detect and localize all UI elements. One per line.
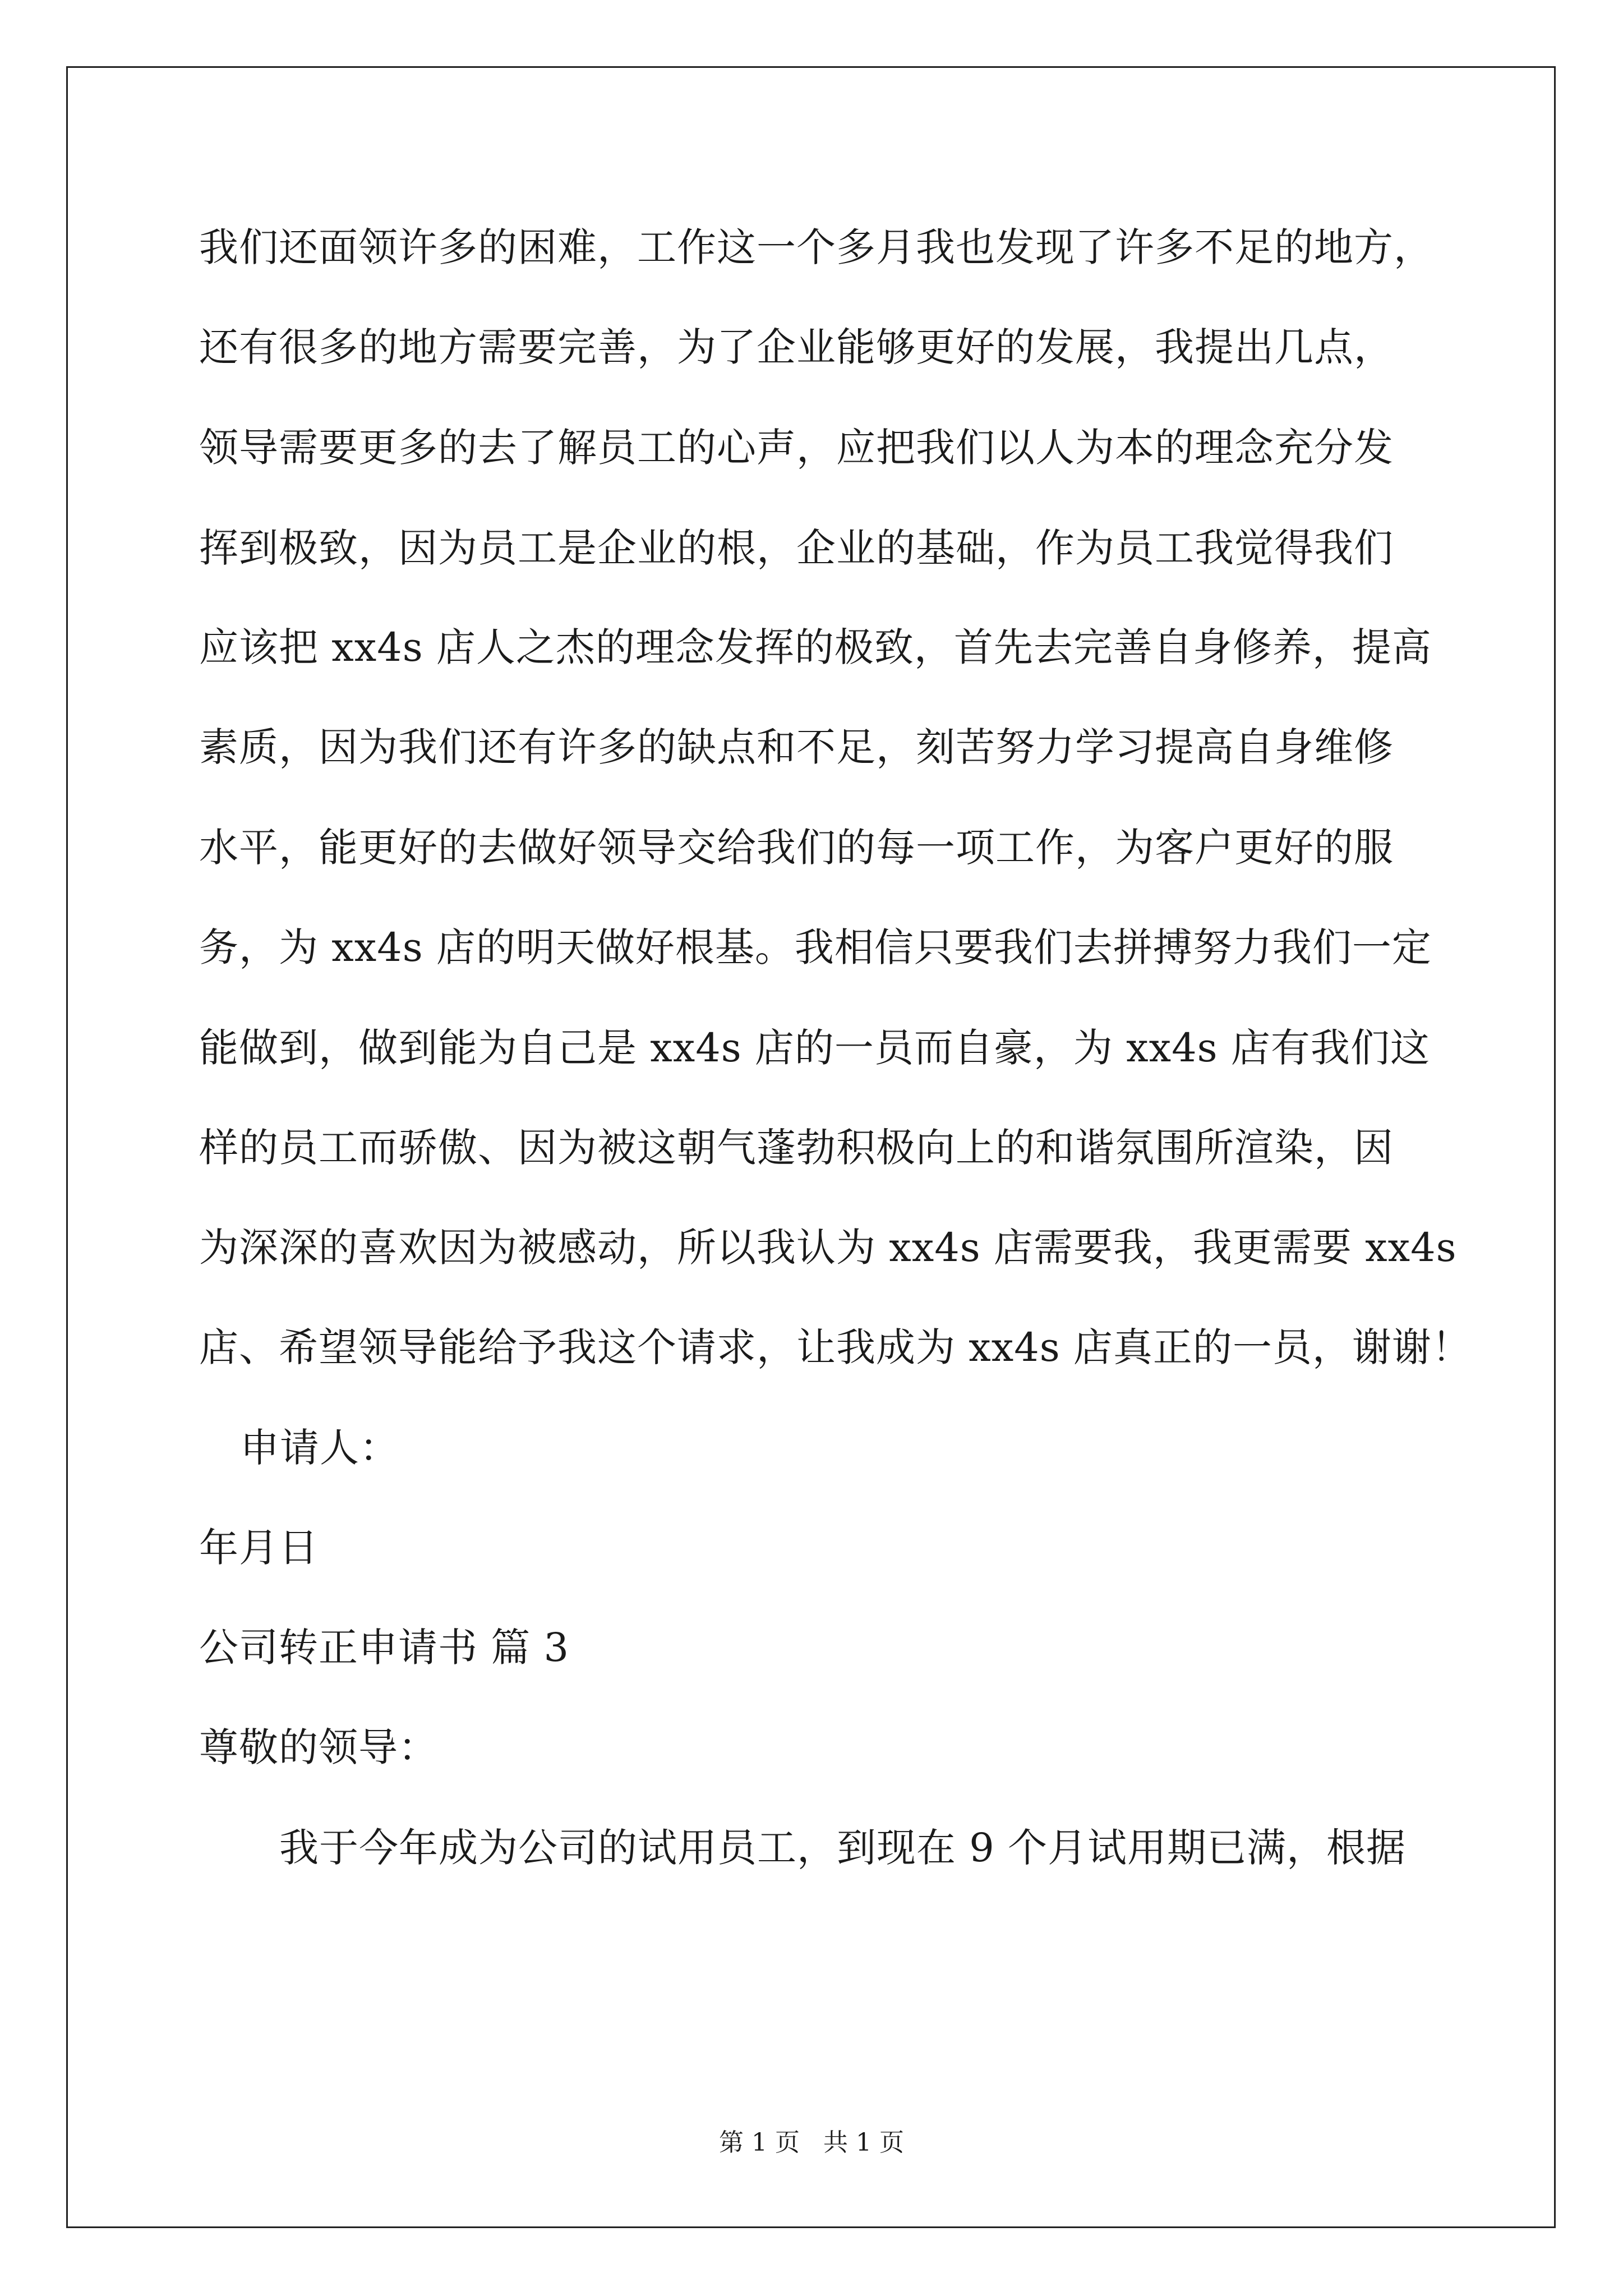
- paragraph-line: 能做到，做到能为自己是 xx4s 店的一员而自豪，为 xx4s 店有我们这: [199, 1025, 1430, 1071]
- paragraph-line: 我们还面领许多的困难，工作这一个多月我也发现了许多不足的地方，: [199, 224, 1433, 270]
- paragraph-line: 挥到极致，因为员工是企业的根，企业的基础，作为员工我觉得我们: [199, 525, 1394, 571]
- paragraph-line: 店、希望领导能给予我这个请求，让我成为 xx4s 店真正的一员，谢谢！: [199, 1324, 1472, 1370]
- paragraph-line: 为深深的喜欢因为被感动，所以我认为 xx4s 店需要我，我更需要 xx4s: [199, 1225, 1457, 1271]
- page-footer: 第 1 页 共 1 页: [719, 2128, 904, 2157]
- paragraph-line: 应该把 xx4s 店人之杰的理念发挥的极致，首先去完善自身修养，提高: [199, 624, 1432, 670]
- paragraph-line: 样的员工而骄傲、因为被这朝气蓬勃积极向上的和谐氛围所渲染，因: [199, 1125, 1394, 1171]
- paragraph-line: 领导需要更多的去了解员工的心声，应把我们以人为本的理念充分发: [199, 425, 1394, 471]
- date-label: 年月日: [199, 1525, 319, 1571]
- paragraph-line: 务，为 xx4s 店的明天做好根基。我相信只要我们去拼搏努力我们一定: [199, 924, 1432, 970]
- applicant-label: 申请人：: [240, 1425, 399, 1471]
- section-heading: 公司转正申请书 篇 3: [199, 1625, 570, 1671]
- paragraph-line: 还有很多的地方需要完善，为了企业能够更好的发展，我提出几点，: [199, 324, 1394, 370]
- opening-line: 我于今年成为公司的试用员工，到现在 9 个月试用期已满，根据: [279, 1825, 1407, 1871]
- paragraph-line: 素质，因为我们还有许多的缺点和不足，刻苦努力学习提高自身维修: [199, 724, 1394, 770]
- salutation: 尊敬的领导：: [199, 1724, 438, 1770]
- paragraph-line: 水平，能更好的去做好领导交给我们的每一项工作，为客户更好的服: [199, 825, 1394, 871]
